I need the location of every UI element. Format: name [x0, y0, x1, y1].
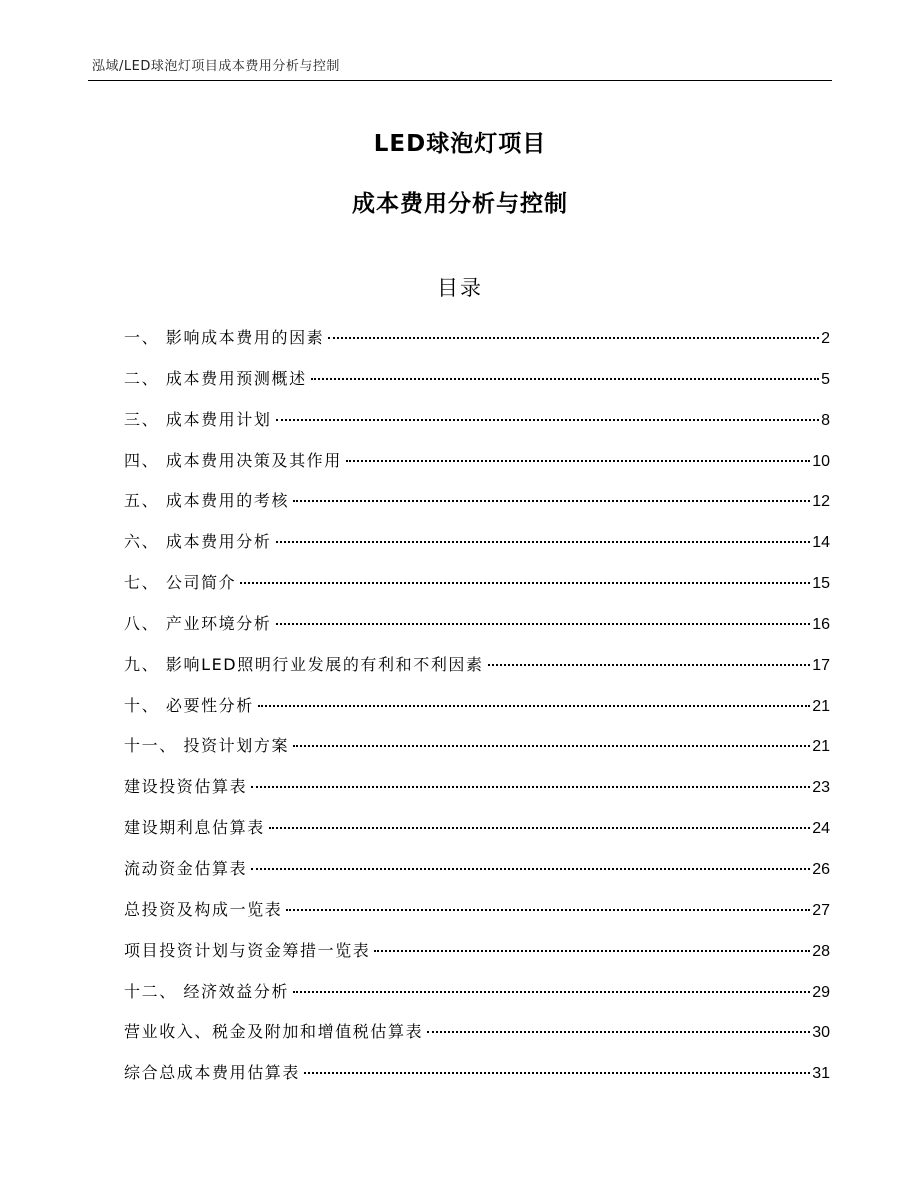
toc-entry-page-number: 10	[812, 452, 830, 470]
toc-entry[interactable]	[124, 652, 830, 693]
toc-entry-page-number: 2	[821, 330, 830, 347]
toc-entry-label: 总投资及构成一览表	[124, 899, 283, 919]
toc-entry-page-number: 14	[812, 534, 830, 552]
toc-entry[interactable]	[124, 815, 830, 856]
toc-dot-leader	[276, 623, 811, 625]
toc-entry[interactable]	[124, 897, 830, 938]
toc-entry-page-number: 21	[812, 697, 830, 715]
toc-heading: 目录	[437, 276, 483, 300]
toc-entry-page-number: 31	[812, 1065, 830, 1083]
toc-entry-label: 营业收入、税金及附加和增值税估算表	[124, 1022, 424, 1042]
toc-entry-page-number: 30	[812, 1024, 830, 1042]
toc-entry-label: 七、 公司简介	[124, 573, 237, 593]
toc-entry[interactable]	[124, 856, 830, 897]
toc-dot-leader	[251, 786, 810, 788]
toc-entry-page-number: 29	[812, 983, 830, 1001]
running-header: 泓域/LED球泡灯项目成本费用分析与控制	[92, 59, 340, 74]
toc-entry[interactable]	[124, 529, 830, 570]
toc-entry[interactable]	[124, 611, 830, 652]
toc-entry-label: 十二、 经济效益分析	[124, 981, 290, 1001]
toc-dot-leader	[251, 868, 810, 870]
toc-dot-leader	[293, 500, 810, 502]
toc-dot-leader	[488, 664, 811, 666]
header-divider	[88, 80, 832, 81]
toc-entry-label: 项目投资计划与资金筹措一览表	[124, 940, 371, 960]
toc-entry[interactable]	[124, 733, 830, 774]
toc-entry-label: 综合总成本费用估算表	[124, 1063, 301, 1083]
toc-entry[interactable]	[124, 407, 830, 448]
toc-entry-label: 八、 产业环境分析	[124, 613, 272, 633]
toc-entry[interactable]	[124, 366, 830, 407]
toc-entry[interactable]	[124, 570, 830, 611]
toc-entry-label: 六、 成本费用分析	[124, 532, 272, 552]
toc-dot-leader	[269, 827, 810, 829]
table-of-contents	[124, 325, 830, 1101]
toc-entry-page-number: 24	[812, 820, 830, 838]
toc-dot-leader	[276, 541, 811, 543]
toc-entry[interactable]	[124, 1060, 830, 1101]
toc-entry-page-number: 23	[812, 779, 830, 797]
toc-dot-leader	[328, 337, 819, 339]
toc-entry-page-number: 28	[812, 942, 830, 960]
toc-entry-page-number: 17	[812, 656, 830, 674]
toc-entry-page-number: 27	[812, 901, 830, 919]
toc-dot-leader	[286, 909, 810, 911]
toc-entry-label: 建设期利息估算表	[124, 818, 265, 838]
toc-dot-leader	[293, 991, 810, 993]
toc-entry[interactable]	[124, 325, 830, 366]
toc-entry-page-number: 26	[812, 860, 830, 878]
toc-entry[interactable]	[124, 693, 830, 734]
toc-entry[interactable]	[124, 979, 830, 1020]
toc-entry-label: 五、 成本费用的考核	[124, 491, 290, 511]
toc-dot-leader	[258, 705, 810, 707]
toc-dot-leader	[311, 378, 819, 380]
toc-entry-label: 建设投资估算表	[124, 777, 248, 797]
toc-entry-label: 三、 成本费用计划	[124, 409, 272, 429]
toc-entry-label: 九、 影响LED照明行业发展的有利和不利因素	[124, 654, 484, 674]
toc-dot-leader	[304, 1072, 810, 1074]
toc-entry-page-number: 21	[812, 738, 830, 756]
toc-entry-page-number: 16	[812, 615, 830, 633]
toc-entry-page-number: 5	[821, 370, 830, 388]
toc-dot-leader	[374, 950, 810, 952]
toc-dot-leader	[293, 745, 810, 747]
document-title-line-2: 成本费用分析与控制	[352, 191, 568, 217]
toc-entry-page-number: 12	[812, 493, 830, 511]
document-title-line-1: LED球泡灯项目	[373, 131, 547, 157]
toc-entry[interactable]	[124, 488, 830, 529]
toc-entry[interactable]	[124, 448, 830, 489]
toc-entry[interactable]	[124, 938, 830, 979]
toc-dot-leader	[346, 460, 810, 462]
toc-entry-label: 流动资金估算表	[124, 858, 248, 878]
toc-entry-page-number: 8	[821, 411, 830, 429]
toc-entry-page-number: 15	[812, 575, 830, 593]
toc-entry-label: 一、 影响成本费用的因素	[124, 328, 325, 347]
toc-entry[interactable]	[124, 774, 830, 815]
toc-entry-label: 十一、 投资计划方案	[124, 736, 290, 756]
toc-dot-leader	[240, 582, 810, 584]
toc-entry-label: 二、 成本费用预测概述	[124, 368, 307, 388]
toc-dot-leader	[276, 419, 820, 421]
toc-entry-label: 十、 必要性分析	[124, 695, 254, 715]
toc-entry[interactable]	[124, 1019, 830, 1060]
toc-entry-label: 四、 成本费用决策及其作用	[124, 450, 342, 470]
toc-dot-leader	[427, 1031, 810, 1033]
